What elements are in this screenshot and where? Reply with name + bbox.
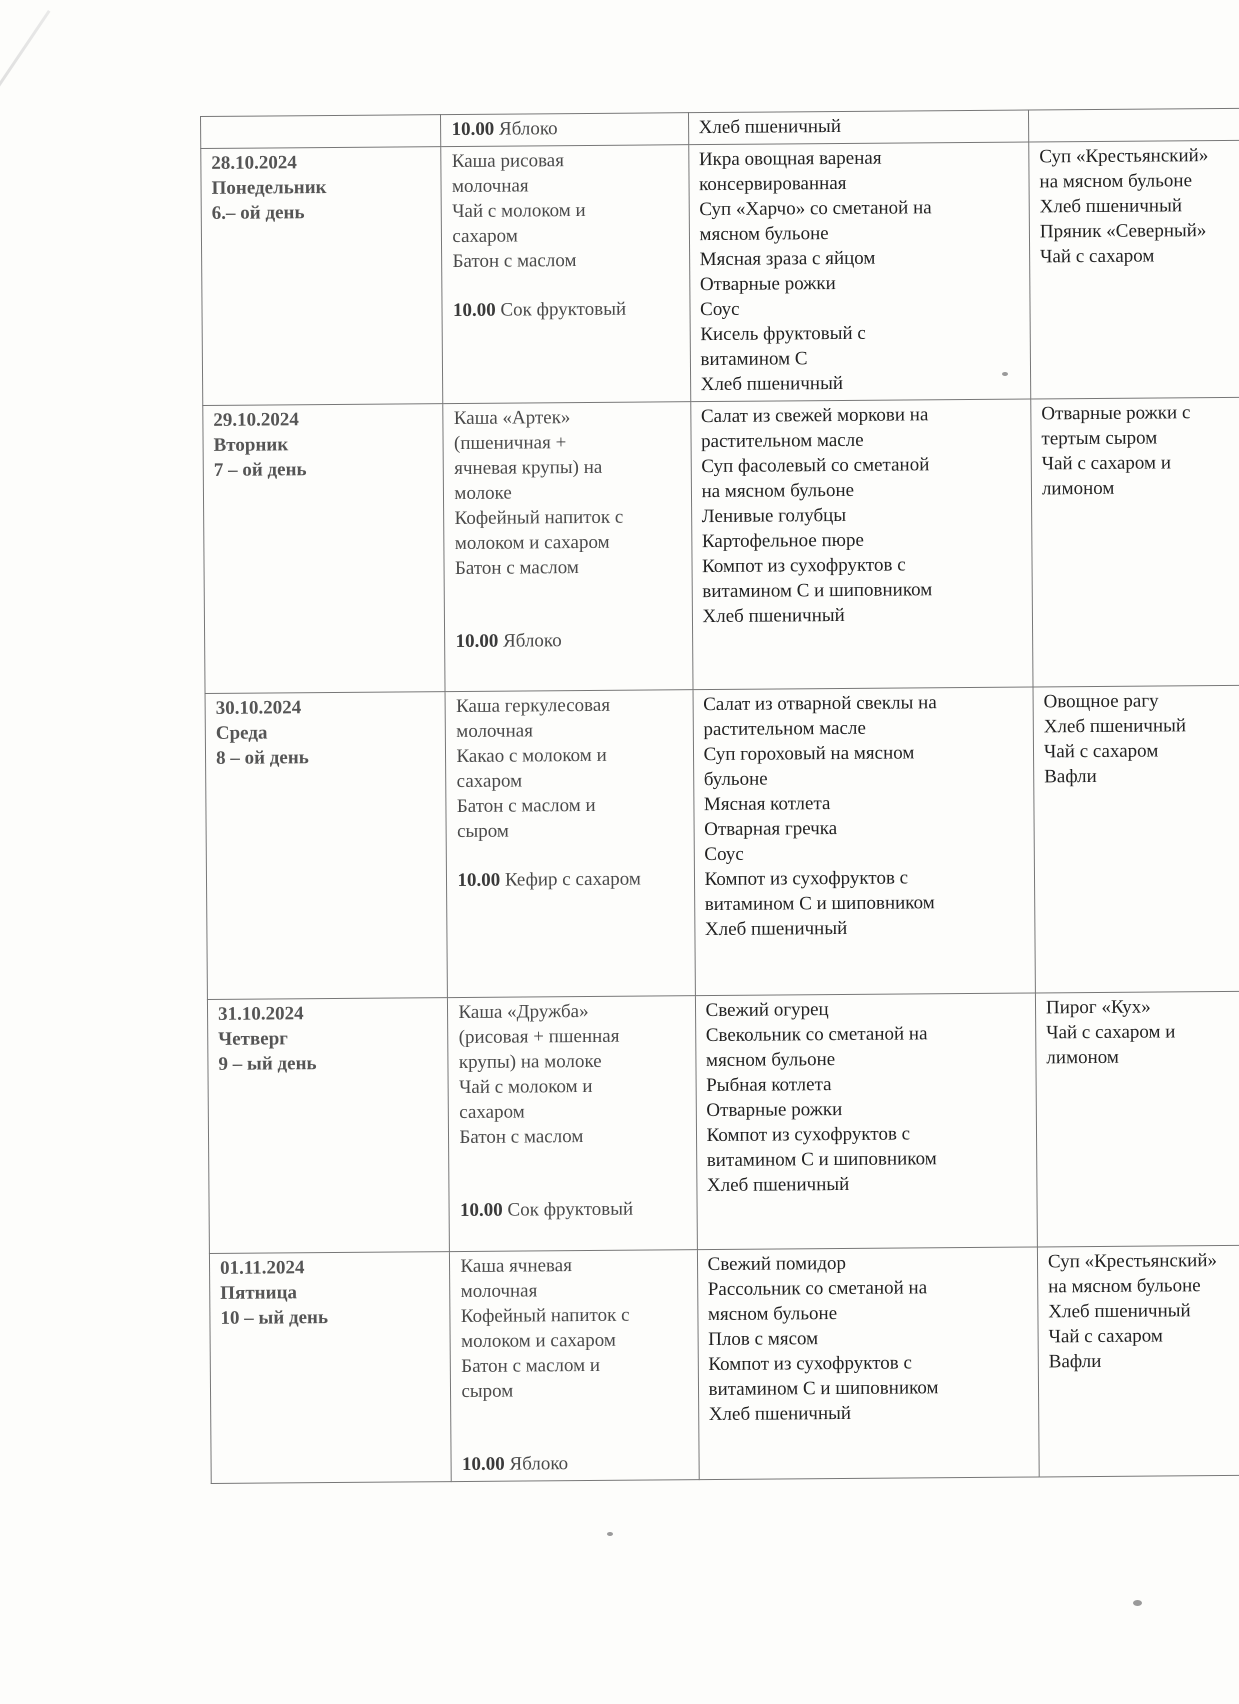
spacer xyxy=(453,272,682,298)
lunch-item: Свежий огурец xyxy=(705,999,829,1022)
lunch-item: Свекольник со сметаной на xyxy=(705,1023,928,1047)
afternoon-item: Чай с сахаром xyxy=(1043,740,1159,763)
lunch-item: Ленивые голубцы xyxy=(701,504,847,528)
lunch-item: растительном масле xyxy=(701,429,864,453)
day-num: 7 – ой день xyxy=(213,459,307,481)
lunch-item: Салат из отварной свеклы на xyxy=(703,692,937,716)
breakfast-item: сахаром xyxy=(452,225,518,248)
menu-row xyxy=(201,140,1239,405)
afternoon-item: Чай с сахаром xyxy=(1048,1325,1163,1348)
day-num: 8 – ой день xyxy=(215,747,309,769)
lunch-item: мясном бульоне xyxy=(699,223,829,246)
menu-row xyxy=(203,397,1239,693)
lunch-item: Суп гороховый на мясном xyxy=(703,742,915,766)
breakfast-item: Чай с молоком и xyxy=(452,199,586,223)
day-weekday: Среда xyxy=(215,722,268,744)
spacer xyxy=(460,1148,690,1198)
afternoon-item: Пирог «Кух» xyxy=(1045,996,1151,1019)
lunch-item: Соус xyxy=(700,298,740,321)
breakfast-item: молочная xyxy=(460,1280,538,1302)
snack-line xyxy=(453,296,682,323)
breakfast-item: Каша геркулесовая xyxy=(455,694,611,718)
lunch-item: бульоне xyxy=(703,768,768,791)
spacer xyxy=(457,842,686,868)
lunch-item: Кисель фруктовый с xyxy=(700,322,866,346)
breakfast-cell xyxy=(441,145,690,404)
snack-item: Яблоко xyxy=(502,630,562,652)
breakfast-item: сыром xyxy=(461,1380,514,1402)
breakfast-item: Какао с молоком и xyxy=(456,744,607,768)
breakfast-cell xyxy=(450,1250,699,1482)
day-date: 29.10.2024 xyxy=(213,409,299,431)
snack-item: Сок фруктовый xyxy=(507,1198,634,1221)
lunch-item: витамином С и шиповником xyxy=(708,1377,939,1401)
day-cell xyxy=(207,998,449,1254)
day-num: 10 – ый день xyxy=(220,1307,329,1329)
breakfast-item: Каша ячневая xyxy=(460,1255,572,1277)
afternoon-item: Вафли xyxy=(1044,765,1097,788)
snack-line xyxy=(451,115,680,142)
menu-row xyxy=(209,1245,1239,1483)
lunch-cell xyxy=(695,993,1037,1250)
afternoon-cell xyxy=(1033,685,1239,993)
breakfast-item: молоком и сахаром xyxy=(460,1329,616,1352)
day-weekday: Четверг xyxy=(218,1028,288,1050)
lunch-item: витамином С и шиповником xyxy=(706,1148,937,1172)
lunch-item: Рассольник со сметаной на xyxy=(707,1277,928,1301)
lunch-item: Хлеб пшеничный xyxy=(700,372,844,396)
snack-time: 10.00 xyxy=(452,299,496,322)
day-date: 28.10.2024 xyxy=(211,152,297,174)
day-cell xyxy=(205,692,448,1000)
snack-time: 10.00 xyxy=(459,1199,503,1221)
breakfast-item: Батон с маслом xyxy=(454,557,579,580)
breakfast-item: сахаром xyxy=(459,1101,525,1123)
afternoon-cell xyxy=(1037,1245,1239,1477)
afternoon-item: Хлеб пшеничный xyxy=(1048,1300,1191,1323)
afternoon-item: Чай с сахаром xyxy=(1040,245,1155,268)
lunch-item: витамином С xyxy=(700,348,808,371)
afternoon-item: лимоном xyxy=(1041,477,1115,500)
afternoon-cell xyxy=(1029,140,1239,399)
afternoon-cell xyxy=(1035,991,1239,1247)
breakfast-item: Батон с маслом xyxy=(459,1126,584,1148)
day-cell xyxy=(201,147,443,406)
lunch-item: Соус xyxy=(704,843,744,866)
lunch-item: Хлеб пшеничный xyxy=(698,115,842,139)
scan-speck xyxy=(1133,1600,1142,1606)
breakfast-item: сахаром xyxy=(456,770,523,793)
lunch-item: Рыбная котлета xyxy=(706,1074,832,1097)
breakfast-cell xyxy=(448,996,697,1252)
lunch-item: Компот из сухофруктов с xyxy=(704,867,909,891)
breakfast-item: ячневая крупы) на xyxy=(454,456,603,480)
lunch-item: Компот из сухофруктов с xyxy=(706,1123,911,1147)
snack-time: 10.00 xyxy=(457,869,501,892)
breakfast-item: сыром xyxy=(456,820,509,843)
lunch-item: Икра овощная вареная xyxy=(698,147,882,171)
day-cell xyxy=(209,1252,451,1484)
lunch-item: Хлеб пшеничный xyxy=(706,1173,850,1197)
snack-line xyxy=(455,627,684,654)
lunch-item: Компот из сухофруктов с xyxy=(702,554,906,578)
day-date: 31.10.2024 xyxy=(217,1003,304,1025)
menu-row xyxy=(205,685,1239,999)
lunch-item: Мясная котлета xyxy=(703,793,831,816)
afternoon-cell xyxy=(1028,108,1239,142)
menu-row xyxy=(207,991,1239,1253)
afternoon-item: Вафли xyxy=(1048,1350,1102,1373)
afternoon-item: Отварные рожки с xyxy=(1041,402,1191,425)
day-cell xyxy=(201,115,442,149)
afternoon-item: Овощное рагу xyxy=(1043,690,1159,713)
afternoon-item: Хлеб пшеничный xyxy=(1039,195,1183,218)
afternoon-item: Пряник «Северный» xyxy=(1039,220,1207,243)
lunch-item: Отварные рожки xyxy=(699,273,836,296)
lunch-item: Салат из свежей моркови на xyxy=(700,404,929,428)
lunch-item: витамином С и шиповником xyxy=(702,579,933,603)
spacer xyxy=(455,579,685,629)
breakfast-cell xyxy=(445,690,695,998)
breakfast-item: (рисовая + пшенная xyxy=(458,1025,620,1048)
snack-item: Кефир с сахаром xyxy=(504,868,641,891)
breakfast-item: Батон с маслом и xyxy=(461,1354,601,1377)
day-weekday: Вторник xyxy=(213,434,289,456)
day-weekday: Понедельник xyxy=(211,177,327,199)
lunch-item: Плов с мясом xyxy=(708,1328,819,1351)
lunch-item: растительном масле xyxy=(703,717,866,741)
breakfast-cell xyxy=(441,113,688,147)
breakfast-item: (пшеничная + xyxy=(453,432,567,455)
lunch-item: Хлеб пшеничный xyxy=(702,604,845,628)
lunch-cell xyxy=(697,1247,1039,1480)
breakfast-item: Батон с маслом xyxy=(452,250,577,273)
afternoon-item: Суп «Крестьянский» xyxy=(1039,145,1209,168)
lunch-item: Отварная гречка xyxy=(704,818,838,841)
lunch-item: витамином С и шиповником xyxy=(704,892,935,916)
snack-time: 10.00 xyxy=(461,1453,505,1475)
breakfast-item: Каша «Дружба» xyxy=(458,1000,589,1023)
lunch-item: Свежий помидор xyxy=(707,1252,847,1276)
breakfast-item: Чай с молоком и xyxy=(458,1075,593,1098)
snack-time: 10.00 xyxy=(455,630,499,653)
afternoon-item: лимоном xyxy=(1046,1046,1119,1069)
lunch-item: Мясная зраза с яйцом xyxy=(699,247,876,271)
breakfast-item: Кофейный напиток с xyxy=(460,1304,630,1327)
lunch-cell xyxy=(693,687,1036,996)
afternoon-item: на мясном бульоне xyxy=(1048,1275,1201,1298)
afternoon-item: тертым сыром xyxy=(1041,427,1158,450)
spacer xyxy=(462,1402,692,1452)
breakfast-item: Каша «Артек» xyxy=(453,407,571,430)
breakfast-cell xyxy=(443,402,692,692)
lunch-cell xyxy=(688,110,1029,145)
lunch-item: на мясном бульоне xyxy=(701,479,855,503)
lunch-item: Компот из сухофруктов с xyxy=(708,1352,912,1376)
day-date: 30.10.2024 xyxy=(215,697,302,719)
day-weekday: Пятница xyxy=(220,1282,298,1304)
breakfast-item: Каша рисовая xyxy=(451,150,565,173)
snack-line xyxy=(460,1196,689,1223)
afternoon-item: Чай с сахаром и xyxy=(1046,1021,1176,1044)
breakfast-item: крупы) на молоке xyxy=(458,1050,602,1073)
breakfast-item: молоке xyxy=(454,482,512,505)
day-cell xyxy=(203,404,446,694)
lunch-item: мясном бульоне xyxy=(705,1049,836,1072)
afternoon-item: Суп «Крестьянский» xyxy=(1047,1250,1218,1273)
breakfast-item: молоком и сахаром xyxy=(454,531,610,555)
lunch-item: консервированная xyxy=(699,172,847,196)
breakfast-item: Батон с маслом и xyxy=(456,794,596,818)
menu-table-body xyxy=(201,108,1239,1483)
menu-table xyxy=(200,107,1239,1483)
snack-time: 10.00 xyxy=(451,118,495,141)
lunch-item: Суп фасолевый со сметаной xyxy=(701,454,930,478)
lunch-item: Отварные рожки xyxy=(706,1098,843,1122)
breakfast-item: молочная xyxy=(451,175,529,198)
afternoon-item: Хлеб пшеничный xyxy=(1043,715,1187,738)
breakfast-item: молочная xyxy=(456,720,534,743)
breakfast-item: Кофейный напиток с xyxy=(454,506,624,530)
scan-speck xyxy=(1002,372,1008,376)
day-num: 6.– ой день xyxy=(211,202,305,224)
lunch-cell xyxy=(688,142,1030,402)
lunch-item: Хлеб пшеничный xyxy=(704,917,848,941)
scan-speck xyxy=(607,1532,613,1536)
afternoon-item: на мясном бульоне xyxy=(1039,170,1193,193)
afternoon-cell xyxy=(1031,397,1239,687)
snack-item: Сок фруктовый xyxy=(500,298,627,321)
lunch-item: Хлеб пшеничный xyxy=(708,1402,852,1426)
lunch-item: Картофельное пюре xyxy=(701,529,864,553)
scan-edge-shadow xyxy=(0,10,50,148)
lunch-item: Суп «Харчо» со сметаной на xyxy=(699,197,932,221)
lunch-cell xyxy=(690,399,1033,690)
afternoon-item: Чай с сахаром и xyxy=(1041,452,1172,475)
lunch-item: мясном бульоне xyxy=(707,1303,838,1326)
snack-item: Яблоко xyxy=(498,118,558,140)
snack-line xyxy=(457,866,686,893)
snack-item: Яблоко xyxy=(509,1453,569,1475)
day-num: 9 – ый день xyxy=(218,1053,317,1075)
day-date: 01.11.2024 xyxy=(219,1257,305,1279)
snack-line xyxy=(462,1450,691,1477)
